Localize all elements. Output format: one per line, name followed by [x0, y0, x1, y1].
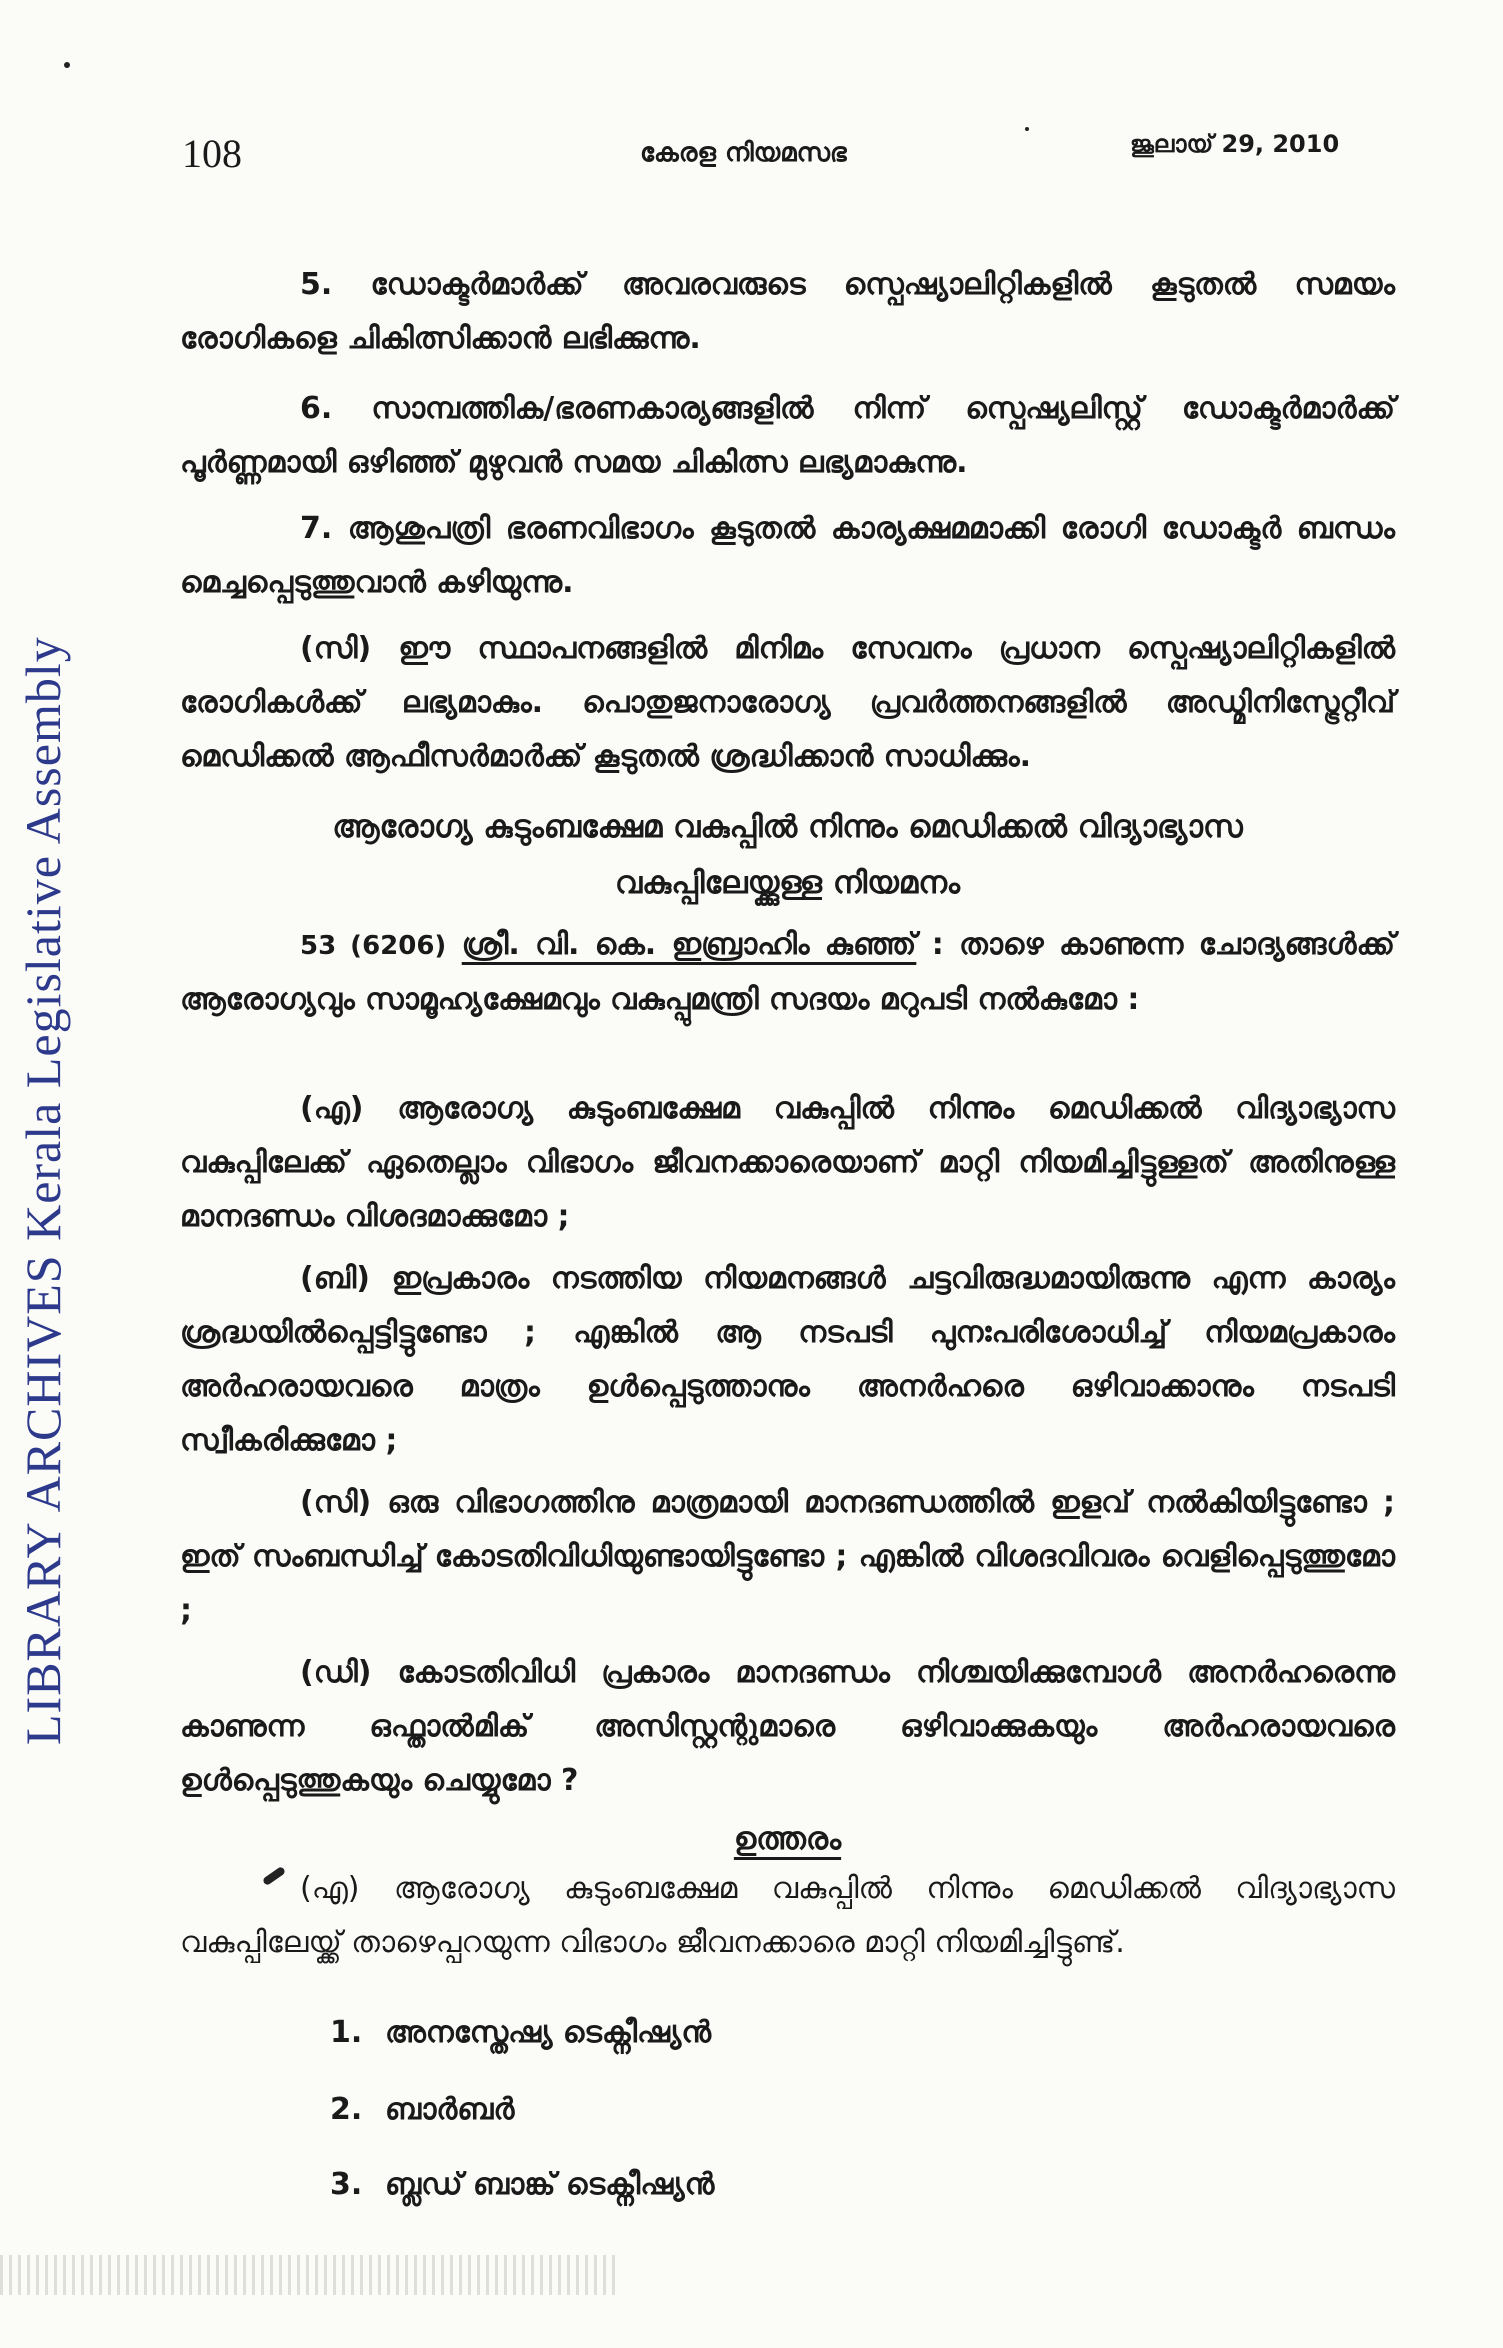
- list-item: 3. ബ്ലഡ് ബാങ്ക് ടെക്നീഷ്യൻ: [330, 2167, 715, 2202]
- section-heading-line2: വകുപ്പിലേയ്ക്കുള്ള നിയമനം: [614, 865, 961, 901]
- paragraph-7: 7. ആശുപത്രി ഭരണവിഭാഗം കൂടുതൽ കാര്യക്ഷമമാക്കി രോഗി ഡോക്ടർ ബന്ധം മെച്ചപ്പെടുത്തുവാൻ കഴിയുന്നു.: [180, 511, 1395, 600]
- question-intro-text: : താഴെ കാണുന്ന ചോദ്യങ്ങൾക്ക് ആരോഗ്യവും സാമൂഹ്യക്ഷേമവും വകുപ്പുമന്ത്രി സദയം മറുപടി നൽകുമോ :: [180, 927, 1396, 1017]
- question-c: (സി) ഒരു വിഭാഗത്തിനു മാത്രമായി മാനദണ്ഡത്തിൽ ഇളവ് നൽകിയിട്ടുണ്ടോ ; ഇത് സംബന്ധിച്ച് കോടതിവിധിയുണ്ടായിട്ടുണ്ടോ ; എങ്കിൽ വിശദവിവരം വെളിപ്പെടുത്തുമോ ;: [180, 1485, 1395, 1628]
- question-a: (എ) ആരോഗ്യ കുടുംബക്ഷേമ വകുപ്പിൽ നിന്നും മെഡിക്കൽ വിദ്യാഭ്യാസ വകുപ്പിലേക്ക് ഏതെല്ലാം വിഭാഗം ജീവനക്കാരെയാണ് മാറ്റി നിയമിച്ചിട്ടുള്ളത് അതിനുള്ള മാനദണ്ഡം വിശദമാക്കുമോ ;: [180, 1091, 1395, 1234]
- scan-noise: [0, 2255, 620, 2295]
- header-date: ജൂലായ് 29, 2010: [1130, 130, 1340, 158]
- answer-a: (എ) ആരോഗ്യ കുടുംബക്ഷേമ വകുപ്പിൽ നിന്നും മെഡിക്കൽ വിദ്യാഭ്യാസ വകുപ്പിലേയ്ക്ക് താഴെപ്പറയുന്ന വിഭാഗം ജീവനക്കാരെ മാറ്റി നിയമിച്ചിട്ടുണ്ട്.: [180, 1871, 1395, 1960]
- paragraph-5: 5. ഡോക്ടർമാർക്ക് അവരവരുടെ സ്പെഷ്യാലിറ്റികളിൽ കൂടുതൽ സമയം രോഗികളെ ചികിത്സിക്കാൻ ലഭിക്കുന്നു.: [180, 267, 1395, 356]
- answer-heading: ഉത്തരം: [733, 1821, 842, 1857]
- paragraph-c: (സി) ഈ സ്ഥാപനങ്ങളിൽ മിനിമം സേവനം പ്രധാന സ്പെഷ്യാലിറ്റികളിൽ രോഗികൾക്ക് ലഭ്യമാകും. പൊതുജനാരോഗ്യ പ്രവർത്തനങ്ങളിൽ അഡ്മിനിസ്ട്രേറ്റീവ് മെഡിക്കൽ ആഫീസർമാർക്ക് കൂടുതൽ ശ്രദ്ധിക്കാൻ സാധിക്കും.: [180, 631, 1395, 774]
- scan-speck: [64, 62, 70, 68]
- question-intro: [180, 918, 1395, 1027]
- page-number: 108: [182, 131, 242, 176]
- member-name: ശ്രീ. വി. കെ. ഇബ്രാഹിം കുഞ്ഞ്: [461, 927, 917, 962]
- running-title: കേരള നിയമസഭ: [640, 138, 847, 168]
- question-b: (ബി) ഇപ്രകാരം നടത്തിയ നിയമനങ്ങൾ ചട്ടവിരുദ്ധമായിരുന്നു എന്ന കാര്യം ശ്രദ്ധയിൽപ്പെട്ടിട്ടുണ്ടോ ; എങ്കിൽ ആ നടപടി പുനഃപരിശോധിച്ച് നിയമപ്രകാരം അർഹരായവരെ മാത്രം ഉൾപ്പെടുത്താനും അനർഹരെ ഒഴിവാക്കാനും നടപടി സ്വീകരിക്കുമോ ;: [180, 1261, 1395, 1458]
- archive-watermark: LIBRARY ARCHIVES Kerala Legislative Assembly: [15, 636, 71, 1745]
- question-number: 53 (6206): [300, 931, 447, 961]
- paragraph-6: 6. സാമ്പത്തിക/ഭരണകാര്യങ്ങളിൽ നിന്ന് സ്പെഷ്യലിസ്റ്റ് ഡോക്ടർമാർക്ക് പൂർണ്ണമായി ഒഴിഞ്ഞ് മുഴുവൻ സമയ ചികിത്സ ലഭ്യമാകുന്നു.: [180, 391, 1395, 480]
- question-d: (ഡി) കോടതിവിധി പ്രകാരം മാനദണ്ഡം നിശ്ചയിക്കുമ്പോൾ അനർഹരെന്നു കാണുന്ന ഒഫ്താൽമിക് അസിസ്റ്റന്റുമാരെ ഒഴിവാക്കുകയും അർഹരായവരെ ഉൾപ്പെടുത്തുകയും ചെയ്യുമോ ?: [180, 1655, 1395, 1798]
- list-item: 1. അനസ്തേഷ്യ ടെക്നീഷ്യൻ: [330, 2015, 712, 2050]
- scan-speck: [1025, 127, 1029, 131]
- list-item: 2. ബാർബർ: [330, 2092, 515, 2127]
- section-heading-line1: ആരോഗ്യ കുടുംബക്ഷേമ വകുപ്പിൽ നിന്നും മെഡിക്കൽ വിദ്യാഭ്യാസ: [332, 809, 1243, 845]
